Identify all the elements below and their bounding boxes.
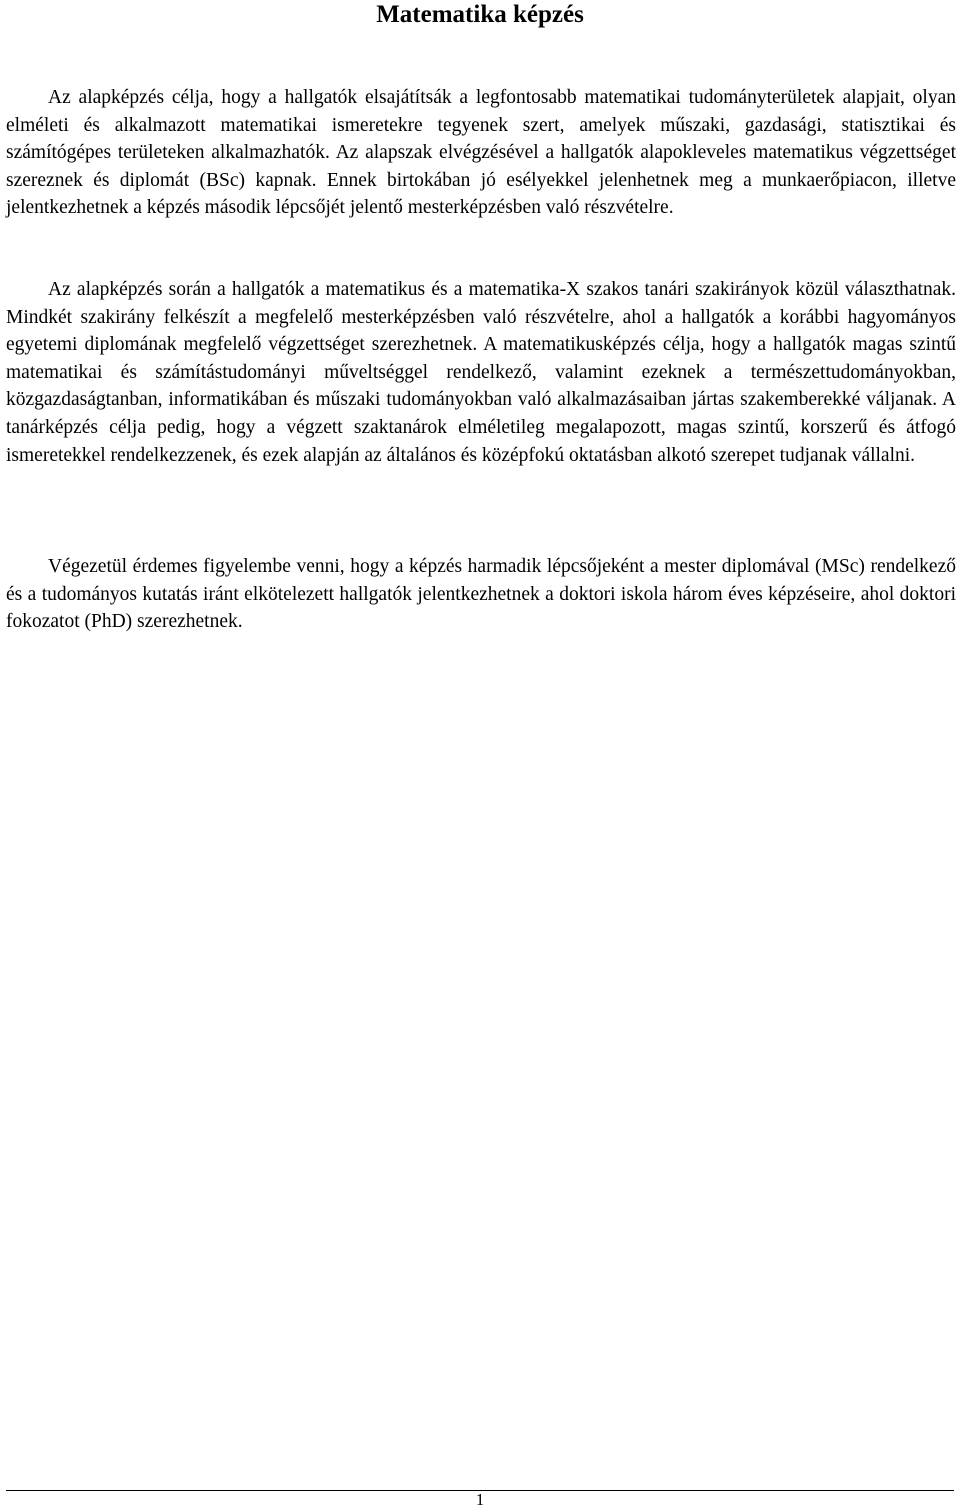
paragraph-specializations: Az alapképzés során a hallgatók a matematikus és a matematika-X szakos tanári szakirányok közül választhatnak. Mindkét szakirány felkészít a megfelelő mesterképzésben való részvételre, ahol a hallgatók a korábbi hagyományos egyetemi diplomának megfelelő végzettséget szerezhetnek. A matematikusképzés célja, hogy a hallgatók magas szintű matematikai és számítástudományi műveltséggel rendelkező, valamint ezeknek a természettudományokban, közgazdaságtanban, informatikában és műszaki tudományokban való alkalmazásaiban jártas szakemberekké váljanak. A tanárképzés célja pedig, hogy a végzett szaktanárok elméletileg megalapozott, magas szintű, korszerű és átfogó ismeretekkel rendelkezzenek, és ezek alapján az általános és középfokú oktatásban alkotó szerepet tudjanak vállalni. [6, 279, 956, 466]
paragraph-doctoral: Végezetül érdemes figyelembe venni, hogy a képzés harmadik lépcsőjeként a mester diplomával (MSc) rendelkező és a tudományos kutatás iránt elkötelezett hallgatók jelentkezhetnek a doktori iskola három éves képzéseire, ahol doktori fokozatot (PhD) szerezhetnek. [6, 556, 956, 633]
page-number: 1 [475, 1490, 485, 1509]
page-title: Matematika képzés [376, 1, 584, 28]
paragraph-intro: Az alapképzés célja, hogy a hallgatók elsajátítsák a legfontosabb matematikai tudományterületek alapjait, olyan elméleti és alkalmazott matematikai ismeretekre tegyenek szert, amelyek műszaki, gazdasági, statisztikai és számítógépes területeken alkalmazhatók. Az alapszak elvégzésével a hallgatók alapokleveles matematikus végzettséget szereznek és diplomát (BSc) kapnak. Ennek birtokában jó esélyekkel jelenhetnek meg a munkaerőpiacon, illetve jelentkezhetnek a képzés második lépcsőjét jelentő mesterképzésben való részvételre. [6, 87, 956, 219]
